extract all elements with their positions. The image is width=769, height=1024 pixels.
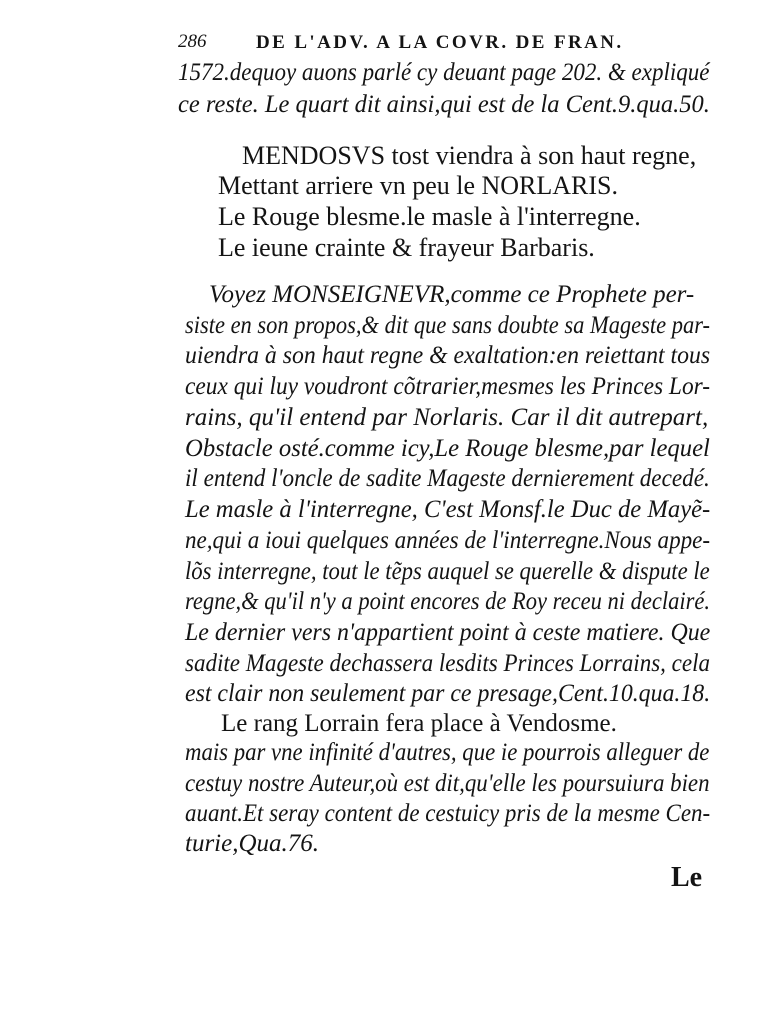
commentary-line: ne,qui a ioui quelques années de l'interregne.Nous appe- bbox=[185, 527, 711, 554]
commentary-line: ceux qui luy voudront cõtrarier,mesmes les Princes Lor- bbox=[185, 373, 711, 400]
commentary-line: rains, qu'il entend par Norlaris. Car il dit autrepart, bbox=[185, 404, 709, 431]
commentary-line: siste en son propos,& dit que sans doubte sa Mageste par- bbox=[185, 312, 710, 339]
verse-line: MENDOSVS tost viendra à son haut regne, bbox=[242, 141, 697, 170]
intro-line: 1572.dequoy auons parlé cy deuant page 202. & expliqué bbox=[178, 59, 710, 86]
commentary-line: mais par vne infinité d'autres, que ie pourrois alleguer de bbox=[185, 739, 710, 766]
page-number: 286 bbox=[178, 31, 207, 52]
commentary-line: sadite Mageste dechassera lesdits Princes Lorrains, cela bbox=[185, 650, 711, 677]
quoted-verse-line: Le rang Lorrain fera place à Vendosme. bbox=[221, 710, 617, 737]
commentary-line: cestuy nostre Auteur,où est dit,qu'elle les poursuiura bien bbox=[185, 770, 710, 797]
commentary-line: Le masle à l'interregne, C'est Monsf.le Duc de Mayẽ- bbox=[185, 496, 711, 523]
intro-line: ce reste. Le quart dit ainsi,qui est de la Cent.9.qua.50. bbox=[178, 91, 710, 118]
commentary-line: il entend l'oncle de sadite Mageste dernierement decedé. bbox=[185, 465, 710, 492]
commentary-line: Le dernier vers n'appartient point à ceste matiere. Que bbox=[185, 619, 711, 646]
commentary-line: Voyez MONSEIGNEVR,comme ce Prophete per- bbox=[209, 281, 695, 308]
verse-line: Le Rouge blesme.le masle à l'interregne. bbox=[218, 202, 641, 231]
commentary-line: Obstacle osté.comme icy,Le Rouge blesme,par lequel bbox=[185, 435, 710, 462]
commentary-line: auant.Et seray content de cestuicy pris de la mesme Cen- bbox=[185, 800, 711, 827]
commentary-line: turie,Qua.76. bbox=[185, 830, 320, 857]
commentary-line: lõs interregne, tout le tẽps auquel se querelle & dispute le bbox=[185, 558, 710, 585]
verse-line: Le ieune crainte & frayeur Barbaris. bbox=[218, 233, 595, 262]
catchword: Le bbox=[671, 862, 703, 893]
commentary-line: regne,& qu'il n'y a point encores de Roy receu ni declairé. bbox=[185, 588, 711, 615]
running-title: DE L'ADV. A LA COVR. DE FRAN. bbox=[256, 32, 624, 53]
commentary-line: est clair non seulement par ce presage,Cent.10.qua.18. bbox=[185, 680, 711, 707]
commentary-line: uiendra à son haut regne & exaltation:en reiettant tous bbox=[185, 342, 711, 369]
verse-line: Mettant arriere vn peu le NORLARIS. bbox=[218, 171, 619, 200]
